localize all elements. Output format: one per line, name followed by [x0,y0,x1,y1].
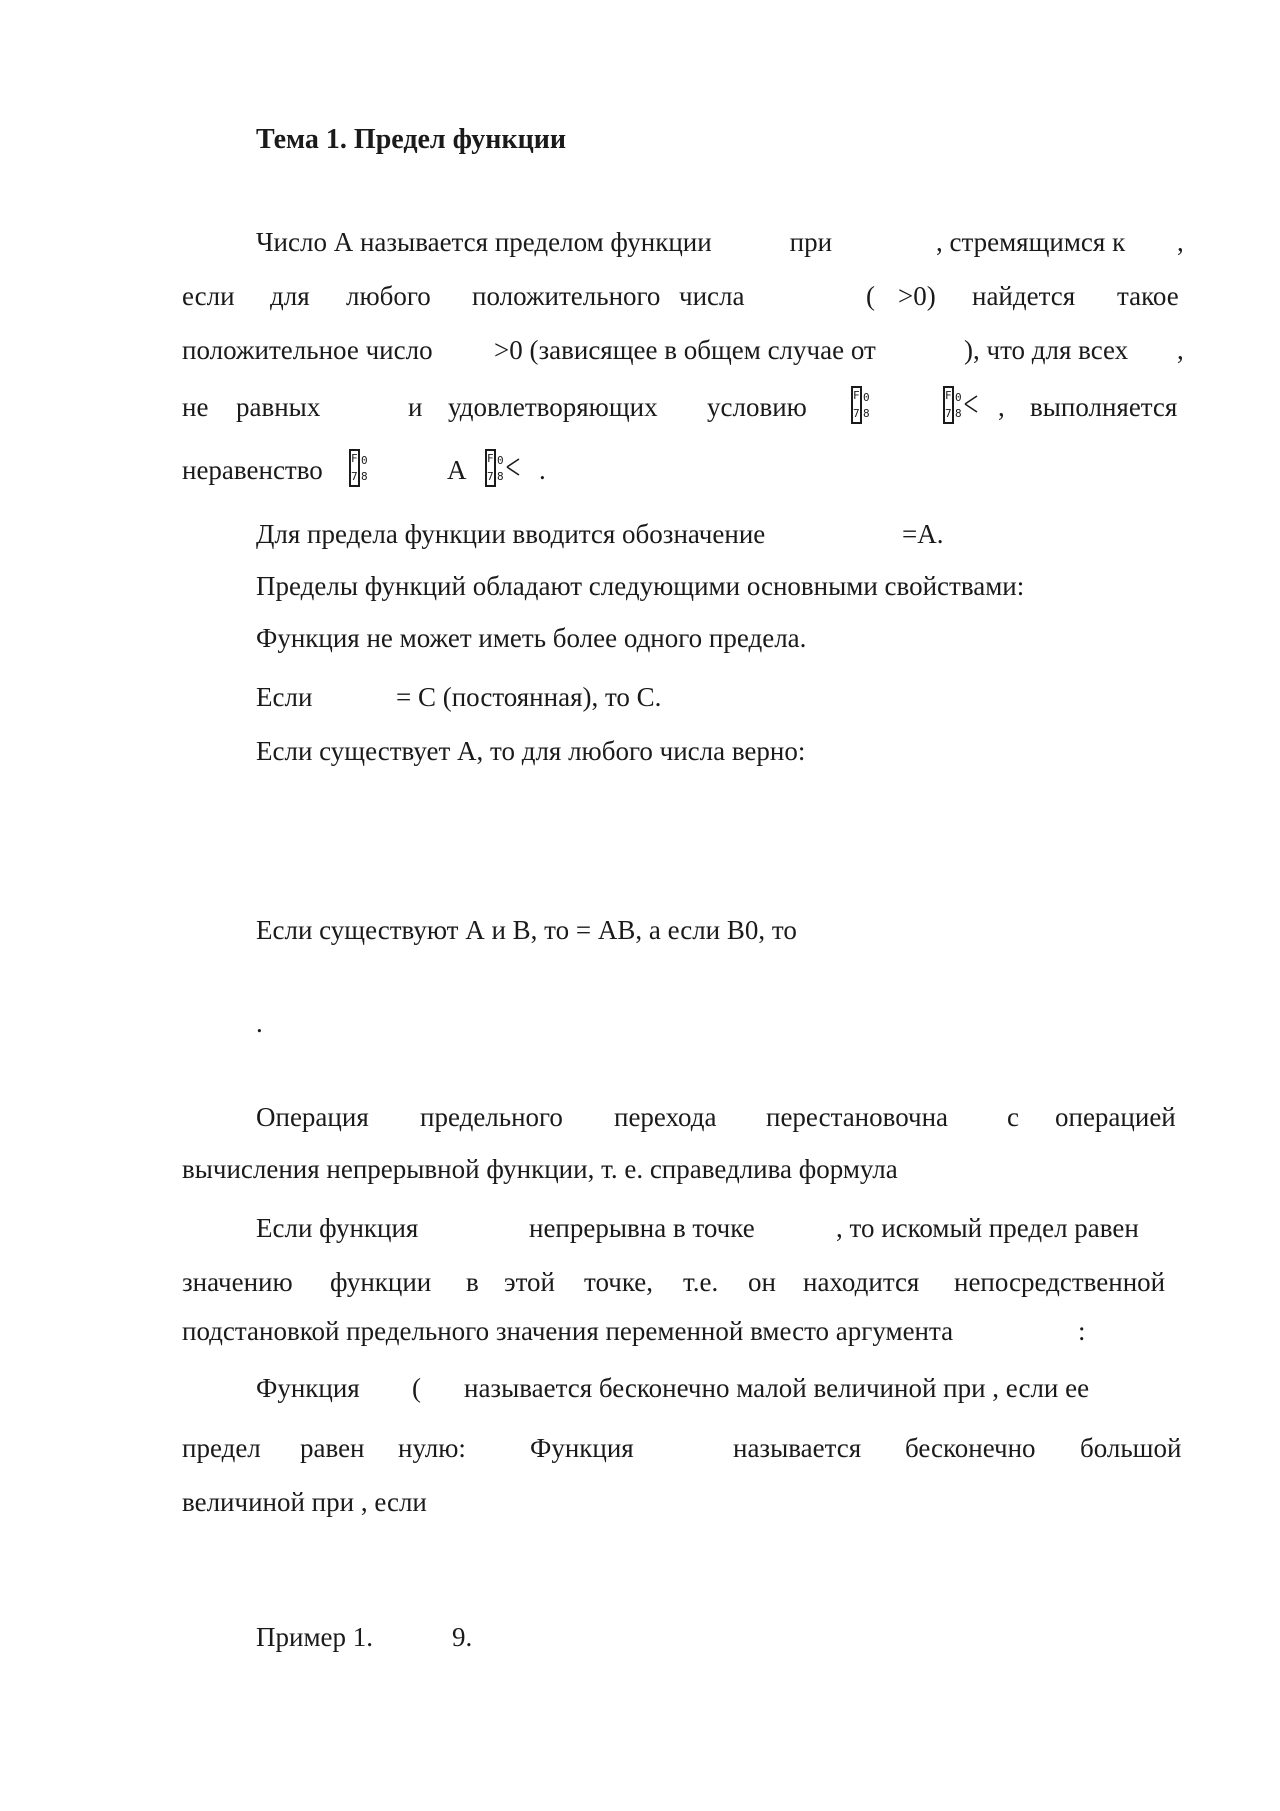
definition-line-2-w5: числа [679,281,745,311]
continuous-line-3-a: подстановкой предельного значения переменной вместо аргумента [182,1316,954,1346]
definition-line-4-a: не [182,392,209,422]
definition-line-3-b: >0 (зависящее в общем случае от [494,335,876,365]
continuous-line-1-c: , то искомый предел равен [836,1213,1139,1243]
formula-placeholder-icon: F 0 7 8 [482,449,522,489]
definition-line-2-w2: для [270,281,310,311]
properties-intro: Пределы функций обладают следующими основными свойствами: [256,571,1025,601]
infinitesimal-line-2-w3: нулю: [398,1433,466,1463]
continuous-line-3-b: : [1078,1316,1086,1346]
continuous-line-2-w6: т.е. [683,1267,719,1297]
infinitesimal-line-2-w6: бесконечно [905,1433,1036,1463]
operation-line-1-w2: предельного [420,1102,563,1132]
definition-line-2-w7: >0) [898,281,936,311]
operation-line-1-w6: операцией [1055,1102,1176,1132]
definition-line-2-w6: ( [866,281,875,311]
property-1: Функция не может иметь более одного предела. [256,623,807,653]
definition-line-1 [256,229,832,256]
continuous-line-2-w1: значению [182,1267,293,1297]
definition-line-4-f: , [998,392,1005,422]
definition-line-2-w3: любого [346,281,431,311]
example-label: Пример 1. [256,1622,374,1652]
page-title: Тема 1. Предел функции [256,124,566,155]
definition-line-1-d: , [1177,227,1184,257]
definition-line-5-a: неравенство [182,455,323,485]
definition-line-4-c: и [408,392,423,422]
definition-line-2-w8: найдется [972,281,1076,311]
operation-line-1-w1: Операция [256,1102,369,1132]
infinitesimal-line-1-c: называется бесконечно малой величиной при , если ее [464,1373,1090,1403]
notation-value: =А. [902,519,944,549]
operation-line-1-w4: перестановочна [766,1102,949,1132]
lone-period: . [256,1008,263,1038]
property-4: Если существуют А и В, то = АВ, а если В0, то [256,915,797,945]
definition-line-2-w1: если [182,281,235,311]
operation-line-1-w3: перехода [614,1102,717,1132]
infinitesimal-line-1-a: Функция [256,1373,360,1403]
formula-placeholder-icon: F 0 7 8 [848,386,874,426]
definition-line-3-d: , [1177,335,1184,365]
definition-line-5-b: А [447,455,467,485]
continuous-line-2-w9: непосредственной [954,1267,1166,1297]
operation-line-2: вычисления непрерывной функции, т. е. справедлива формула [182,1154,898,1184]
property-3: Если существует А, то для любого числа верно: [256,736,806,766]
definition-line-4-g: выполняется [1030,392,1178,422]
infinitesimal-line-2-w1: предел [182,1433,261,1463]
continuous-line-2-w5: точке, [584,1267,654,1297]
infinitesimal-line-2-w5: называется [733,1433,862,1463]
continuous-line-1-a: Если функция [256,1213,419,1243]
formula-placeholder-icon: F 0 7 8 [346,449,372,489]
example-value: 9. [452,1622,473,1652]
definition-line-2-w9: такое [1117,281,1179,311]
text: при [789,227,833,257]
definition-line-4-d: удовлетворяющих [448,392,658,422]
infinitesimal-line-2-w4: Функция [530,1433,634,1463]
continuous-line-2-w3: в [466,1267,479,1297]
definition-line-3-c: ), что для всех [964,335,1129,365]
definition-line-1-c: , стремящимся к [936,227,1126,257]
property-2-b: = С (постоянная), то С. [396,682,662,712]
notation-text: Для предела функции вводится обозначение [256,519,766,549]
infinitesimal-line-2-w7: большой [1080,1433,1182,1463]
infinitesimal-line-3: величиной при , если [182,1487,427,1517]
text: Число А называется пределом функции [256,227,712,257]
continuous-line-1-b: непрерывна в точке [529,1213,755,1243]
definition-line-4-b: равных [236,392,321,422]
definition-line-3-a: положительное число [182,335,433,365]
formula-placeholder-icon: F 0 7 8 [940,386,980,426]
infinitesimal-line-2-w2: равен [300,1433,365,1463]
infinitesimal-line-1-b: ( [412,1373,421,1403]
definition-line-2-w4: положительного [472,281,661,311]
definition-line-5-c: . [539,455,546,485]
continuous-line-2-w4: этой [504,1267,555,1297]
continuous-line-2-w2: функции [330,1267,432,1297]
definition-line-4-e: условию [707,392,807,422]
continuous-line-2-w8: находится [803,1267,920,1297]
property-2-a: Если [256,682,313,712]
continuous-line-2-w7: он [748,1267,776,1297]
operation-line-1-w5: с [1007,1102,1019,1132]
